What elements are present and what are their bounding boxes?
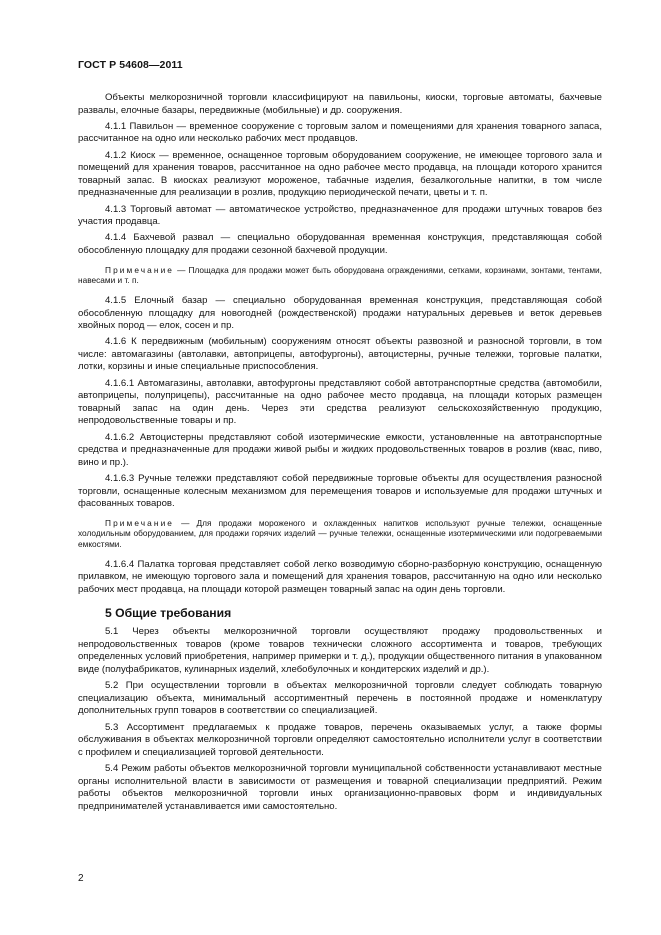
- note-text: — Площадка для продажи может быть оборудована ограждениями, сетками, корзинами, зонтами, тентами, навесами и т. п.: [78, 264, 602, 286]
- paragraph-5-4: 5.4 Режим работы объектов мелкорозничной торговли муниципальной собственности устанавливают местные органы исполнительной власти в зависимости от размещения и товарной специализации предприятий. Режим работы объектов мелкорозничной торговли иных организационно-правовых форм и индивидуальных предпринимателей устанавливается ими самостоятельно.: [78, 762, 602, 812]
- page-number: 2: [78, 873, 84, 884]
- paragraph-4-1-6: 4.1.6 К передвижным (мобильным) сооружениям относят объекты развозной и разносной торговли, в том числе: автомагазины (автолавки, автоприцепы, автофургоны), автоцистерны, ручные тележки, торговые палатки, лотки, корзины и иные специальные приспособления.: [78, 336, 602, 373]
- paragraph-4-1-3: 4.1.3 Торговый автомат — автоматическое устройство, предназначенное для продажи штучных товаров без участия продавца.: [78, 203, 602, 228]
- document-code-header: ГОСТ Р 54608—2011: [78, 59, 183, 71]
- note-2: [78, 518, 602, 550]
- paragraph-4-1-2: 4.1.2 Киоск — временное, оснащенное торговым оборудованием сооружение, не имеющее торгового зала и помещений для хранения товаров, рассчитанное на одно рабочее место продавца, на площади которого хранится товарный запас. В киосках реализуют мороженое, табачные изделия, безалкогольные напитки, в том числе предназначенные для реализации в розлив, продукцию периодической печати, цветы и т. п.: [78, 149, 602, 199]
- paragraph-4-1-1: 4.1.1 Павильон — временное сооружение с торговым залом и помещениями для хранения товарного запаса, рассчитанное на одно или несколько рабочих мест продавцов.: [78, 120, 602, 145]
- paragraph-intro: Объекты мелкорозничной торговли классифицируют на павильоны, киоски, торговые автоматы, бахчевые развалы, елочные базары, передвижные (мобильные) и др. сооружения.: [78, 92, 602, 116]
- paragraph-4-1-6-2: 4.1.6.2 Автоцистерны представляют собой изотермические емкости, установленные на автотранспортные средства и предназначенные для продажи живой рыбы и жидких продовольственных товаров в розлив (квас, пиво, вино и пр.).: [78, 431, 602, 468]
- paragraph-4-1-6-3: 4.1.6.3 Ручные тележки представляют собой передвижные торговые объекты для осуществления разносной торговли, оснащенные колесным механизмом для перемещения товаров и используемые для продажи штучных и фасованных товаров.: [78, 473, 602, 510]
- paragraph-4-1-5: 4.1.5 Елочный базар — специально оборудованная временная конструкция, представляющая собой обособленную площадку для новогодней (рождественской) продажи натуральных деревьев и веток деревьев хвойных пород — елок, сосен и пр.: [78, 294, 602, 332]
- note-label: Примечание: [105, 517, 175, 528]
- note-1: [78, 265, 602, 286]
- paragraph-4-1-6-1: 4.1.6.1 Автомагазины, автолавки, автофургоны представляют собой автотранспортные средства (автомобили, автоприцепы, полуприцепы), рассчитанные на одно рабочее место продавца, на площади которых размещен товарный запас на один день. Через эти средства реализуют сельскохозяйственную продукцию, непродовольственные товары и пр.: [78, 377, 602, 427]
- note-text: — Для продажи мороженого и охлажденных напитков используют ручные тележки, оснащенные холодильным оборудованием, для продажи горячих изделий — ручные тележки, оснащенные изотермическими или подогреваемыми емкостями.: [78, 517, 602, 550]
- note-label: Примечание: [105, 264, 175, 275]
- paragraph-5-2: 5.2 При осуществлении торговли в объектах мелкорозничной торговли следует соблюдать товарную специализацию объекта, минимальный ассортиментный перечень в постоянной продаже и номенклатуру дополнительных групп товаров в соответствии со специализацией.: [78, 680, 602, 717]
- paragraph-5-3: 5.3 Ассортимент предлагаемых к продаже товаров, перечень оказываемых услуг, а также формы обслуживания в объектах мелкорозничной торговли определяют самостоятельно исполнители услуг в соответствии с профилем и специализацией торговой деятельности.: [78, 721, 602, 758]
- section-heading-5: 5 Общие требования: [105, 605, 232, 620]
- paragraph-4-1-6-4: 4.1.6.4 Палатка торговая представляет собой легко возводимую сборно-разборную конструкцию, оснащенную прилавком, не имеющую торгового зала и помещений для хранения товаров, рассчитанную на одно или несколько рабочих мест продавца, на площади которой размещен товарный запас на один день торговли.: [78, 558, 602, 596]
- paragraph-5-1: 5.1 Через объекты мелкорозничной торговли осуществляют продажу продовольственных и непродовольственных товаров (кроме товаров технически сложного ассортимента и товаров, требующих определенных условий приобретения, например примерки и т. д.), продукции общественного питания в упакованном виде (полуфабрикатов, кулинарных изделий, хлебобулочных и кондитерских изделий и др.).: [78, 626, 602, 676]
- paragraph-4-1-4: 4.1.4 Бахчевой развал — специально оборудованная временная конструкция, представляющая собой обособленную площадку для продажи сезонной бахчевой продукции.: [78, 232, 602, 256]
- document-body: [78, 92, 602, 817]
